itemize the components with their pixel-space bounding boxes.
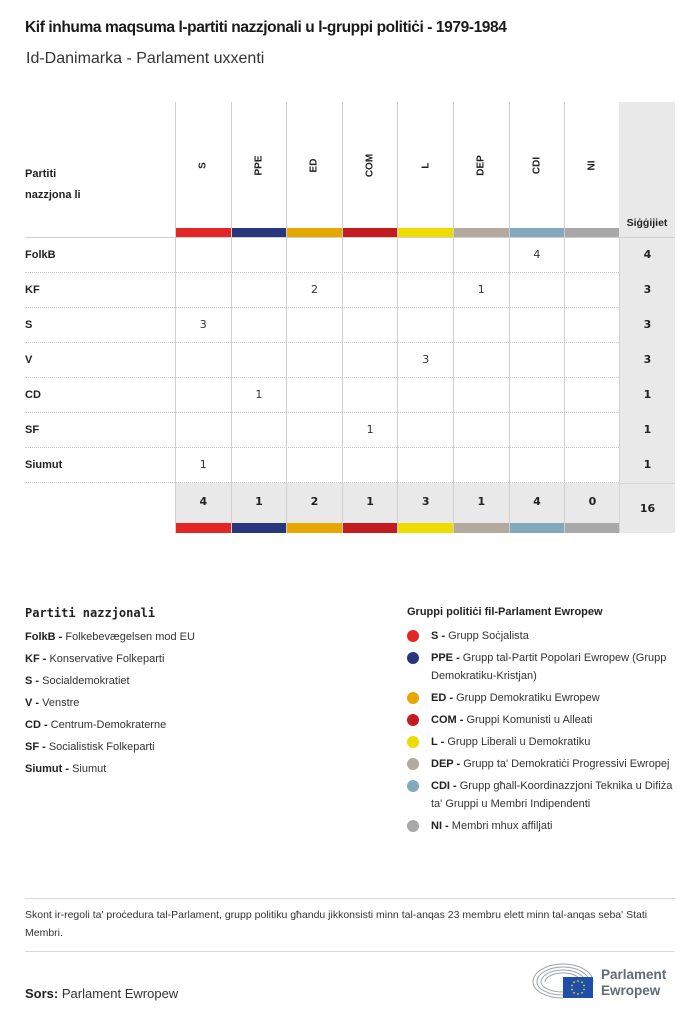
grand-total-cell: 16	[619, 483, 675, 533]
group-name: Grupp Liberali u Demokratiku	[447, 736, 591, 748]
table-cell	[397, 413, 453, 448]
row-party-label: S	[25, 319, 33, 331]
political-group-legend-item	[407, 649, 682, 685]
group-code: S -	[431, 630, 446, 642]
table-row	[25, 343, 675, 378]
national-parties-legend-title: Partiti nazzjonali	[25, 606, 156, 620]
group-color-dot-icon	[407, 714, 419, 726]
table-cell: 3	[175, 308, 231, 343]
party-name: Folkebevægelsen mod EU	[65, 631, 195, 643]
table-cell	[397, 273, 453, 308]
table-row	[25, 308, 675, 343]
column-header-ed	[286, 102, 342, 237]
group-color-bar	[176, 523, 231, 533]
column-total-value: 2	[310, 495, 319, 508]
table-cell	[175, 273, 231, 308]
table-cell	[564, 273, 620, 308]
group-name: Grupp ta' Demokratiċi Progressivi Ewropej	[463, 758, 670, 770]
national-party-legend-item	[25, 648, 365, 670]
group-color-dot-icon	[407, 652, 419, 664]
column-total-value: 1	[255, 495, 263, 508]
column-total-cell	[397, 483, 453, 533]
table-cell	[564, 448, 620, 483]
table-cell	[342, 343, 398, 378]
table-cell	[509, 308, 565, 343]
column-total-cell	[286, 483, 342, 533]
group-color-bar	[454, 523, 509, 533]
political-group-legend-item	[407, 777, 682, 813]
table-cell	[231, 413, 287, 448]
group-name: Grupp Demokratiku Ewropew	[456, 692, 600, 704]
political-group-legend-item	[407, 689, 682, 707]
table-cell	[453, 238, 509, 273]
column-header-com	[342, 102, 398, 237]
table-cell	[286, 238, 342, 273]
national-party-legend-item	[25, 736, 365, 758]
party-name: Socialistisk Folkeparti	[48, 741, 155, 753]
column-header-cdi	[509, 102, 565, 237]
column-total-value: 1	[366, 495, 374, 508]
table-cell	[509, 273, 565, 308]
row-total-cell: 4	[619, 238, 675, 273]
political-group-legend-item	[407, 627, 682, 645]
hemicycle-icon	[529, 962, 599, 1000]
column-header-l	[397, 102, 453, 237]
political-group-legend-item	[407, 711, 682, 729]
group-code: DEP -	[431, 758, 461, 770]
column-header-ni	[564, 102, 620, 237]
group-code: PPE -	[431, 652, 460, 664]
column-header-label: COM	[364, 153, 376, 178]
table-cell	[175, 413, 231, 448]
table-cell	[453, 448, 509, 483]
table-cell	[231, 238, 287, 273]
column-total-cell	[453, 483, 509, 533]
table-cell	[175, 378, 231, 413]
national-party-legend-item	[25, 692, 365, 714]
column-header-label: L	[420, 162, 432, 169]
table-cell: 3	[397, 343, 453, 378]
chart-subtitle: Id-Danimarka - Parlament uxxenti	[26, 50, 265, 67]
table-cell	[397, 448, 453, 483]
table-cell	[564, 378, 620, 413]
table-cell	[342, 308, 398, 343]
row-header-label: Partiti nazzjona li	[25, 168, 81, 201]
column-header-totals	[619, 102, 675, 237]
table-cell	[286, 378, 342, 413]
party-code: S -	[25, 675, 40, 687]
table-cell	[286, 448, 342, 483]
party-code: KF -	[25, 653, 47, 665]
column-header-ppe	[231, 102, 287, 237]
column-header-label: CDI	[531, 156, 543, 175]
group-color-dot-icon	[407, 736, 419, 748]
group-color-bar	[398, 523, 453, 533]
group-color-bar	[287, 523, 342, 533]
political-groups-legend-title: Gruppi politiċi fil-Parlament Ewropew	[407, 606, 603, 618]
column-header-dep	[453, 102, 509, 237]
group-color-bar	[343, 523, 398, 533]
party-code: CD -	[25, 719, 48, 731]
national-party-legend-item	[25, 670, 365, 692]
column-header-label: NI	[586, 160, 598, 171]
group-color-dot-icon	[407, 820, 419, 832]
party-code: FolkB -	[25, 631, 63, 643]
table-cell	[509, 413, 565, 448]
group-name: Grupp Soċjalista	[448, 630, 529, 642]
table-row	[25, 273, 675, 308]
column-total-value: 1	[477, 495, 486, 508]
table-row	[25, 238, 675, 273]
chart-title: Kif inhuma maqsuma l-partiti nazzjonali u l-gruppi politiċi - 1979-1984	[25, 19, 507, 36]
group-code: COM -	[431, 714, 464, 726]
national-party-legend-item	[25, 626, 365, 648]
source-value: Parlament Ewropew	[61, 986, 179, 1001]
table-cell	[175, 343, 231, 378]
row-total-cell: 1	[619, 448, 675, 483]
table-cell: 1	[453, 273, 509, 308]
table-cell	[231, 448, 287, 483]
column-total-value: 4	[199, 495, 208, 508]
political-groups-legend	[407, 606, 682, 839]
group-color-bar	[398, 228, 453, 237]
table-cell	[509, 448, 565, 483]
column-total-value: 0	[588, 495, 597, 508]
column-header-label: DEP	[475, 155, 487, 176]
column-total-cell	[175, 483, 231, 533]
divider	[25, 898, 675, 899]
column-header-label: PPE	[253, 155, 265, 176]
group-code: L -	[431, 736, 445, 748]
source-label: Sors:	[25, 986, 59, 1001]
table-row	[25, 378, 675, 413]
column-header-label: S	[197, 162, 209, 169]
table-cell	[564, 238, 620, 273]
group-code: CDI -	[431, 780, 457, 792]
national-parties-legend	[25, 606, 365, 780]
table-cell	[342, 238, 398, 273]
table-cell	[397, 238, 453, 273]
table-cell	[231, 273, 287, 308]
totals-header-label: Siġġijiet	[626, 217, 668, 229]
column-total-cell	[231, 483, 287, 533]
column-total-cell	[509, 483, 565, 533]
group-color-bar	[232, 523, 287, 533]
party-code: Siumut -	[25, 763, 69, 775]
table-cell	[453, 413, 509, 448]
party-name: Socialdemokratiet	[42, 675, 130, 687]
row-total-cell: 3	[619, 308, 675, 343]
table-cell	[286, 308, 342, 343]
political-group-legend-item	[407, 755, 682, 773]
column-header-s	[175, 102, 231, 237]
group-color-bar	[565, 228, 620, 237]
column-header-label: ED	[308, 158, 320, 173]
row-header-cell	[25, 102, 175, 237]
row-total-cell: 1	[619, 413, 675, 448]
group-color-bar	[287, 228, 342, 237]
table-cell	[397, 378, 453, 413]
group-name: Membri mhux affiljati	[451, 820, 553, 832]
logo-text: Parlament Ewropew	[601, 967, 667, 998]
party-name: Venstre	[42, 697, 80, 709]
table-cell	[564, 413, 620, 448]
row-total-cell: 1	[619, 378, 675, 413]
table-cell	[564, 308, 620, 343]
table-row	[25, 448, 675, 483]
table-cell	[342, 273, 398, 308]
footnote: Skont ir-regoli ta' proċedura tal-Parlament, grupp politiku għandu jikkonsisti minn tal-anqas 23 membru elett minn tal-anqas seba' Stati Membri.	[25, 909, 648, 939]
column-total-value: 4	[533, 495, 541, 508]
group-color-bar	[232, 228, 287, 237]
group-color-dot-icon	[407, 692, 419, 704]
table-cell	[342, 378, 398, 413]
table-cell: 1	[175, 448, 231, 483]
table-cell: 1	[342, 413, 398, 448]
national-party-legend-item	[25, 714, 365, 736]
table-cell	[397, 308, 453, 343]
political-group-legend-item	[407, 817, 682, 835]
group-code: ED -	[431, 692, 453, 704]
table-cell	[453, 308, 509, 343]
group-color-bar	[510, 228, 565, 237]
row-party-label: FolkB	[25, 249, 56, 261]
party-name: Siumut	[72, 763, 107, 775]
group-color-dot-icon	[407, 630, 419, 642]
table-cell: 2	[286, 273, 342, 308]
table-cell	[286, 343, 342, 378]
group-color-bar	[176, 228, 231, 237]
source-line	[25, 986, 178, 1001]
group-color-bar	[454, 228, 509, 237]
column-totals-row	[25, 483, 675, 533]
party-code: V -	[25, 697, 40, 709]
european-parliament-logo	[529, 962, 679, 1000]
row-party-label: V	[25, 354, 33, 366]
group-color-bar	[343, 228, 398, 237]
column-total-cell	[342, 483, 398, 533]
political-group-legend-item	[407, 733, 682, 751]
party-code: SF -	[25, 741, 46, 753]
row-total-cell: 3	[619, 343, 675, 378]
table-cell	[453, 343, 509, 378]
national-party-legend-item	[25, 758, 365, 780]
group-name: Gruppi Komunisti u Alleati	[466, 714, 593, 726]
table-cell	[564, 343, 620, 378]
group-color-bar	[565, 523, 620, 533]
table-cell	[175, 238, 231, 273]
table-cell	[509, 378, 565, 413]
group-code: NI -	[431, 820, 449, 832]
party-name: Konservative Folkeparti	[49, 653, 165, 665]
table-cell	[231, 308, 287, 343]
row-party-label: Siumut	[25, 459, 63, 471]
table-row	[25, 413, 675, 448]
table-cell: 4	[509, 238, 565, 273]
divider	[25, 951, 675, 952]
group-name: Grupp tal-Partit Popolari Ewropew (Grupp Demokratiku-Kristjan)	[431, 652, 667, 682]
column-total-value: 3	[421, 495, 430, 508]
table-cell	[509, 343, 565, 378]
group-color-dot-icon	[407, 758, 419, 770]
table-cell	[231, 343, 287, 378]
group-color-dot-icon	[407, 780, 419, 792]
group-name: Grupp għall-Koordinazzjoni Teknika u Difiża ta' Gruppi u Membri Indipendenti	[431, 780, 673, 810]
row-total-cell: 3	[619, 273, 675, 308]
party-name: Centrum-Demokraterne	[50, 719, 167, 731]
row-party-label: KF	[25, 284, 40, 296]
table-cell	[342, 448, 398, 483]
table-cell	[286, 413, 342, 448]
group-color-bar	[510, 523, 565, 533]
column-total-cell	[564, 483, 620, 533]
row-party-label: SF	[25, 424, 40, 436]
table-cell: 1	[231, 378, 287, 413]
row-party-label: CD	[25, 389, 41, 401]
table-cell	[453, 378, 509, 413]
